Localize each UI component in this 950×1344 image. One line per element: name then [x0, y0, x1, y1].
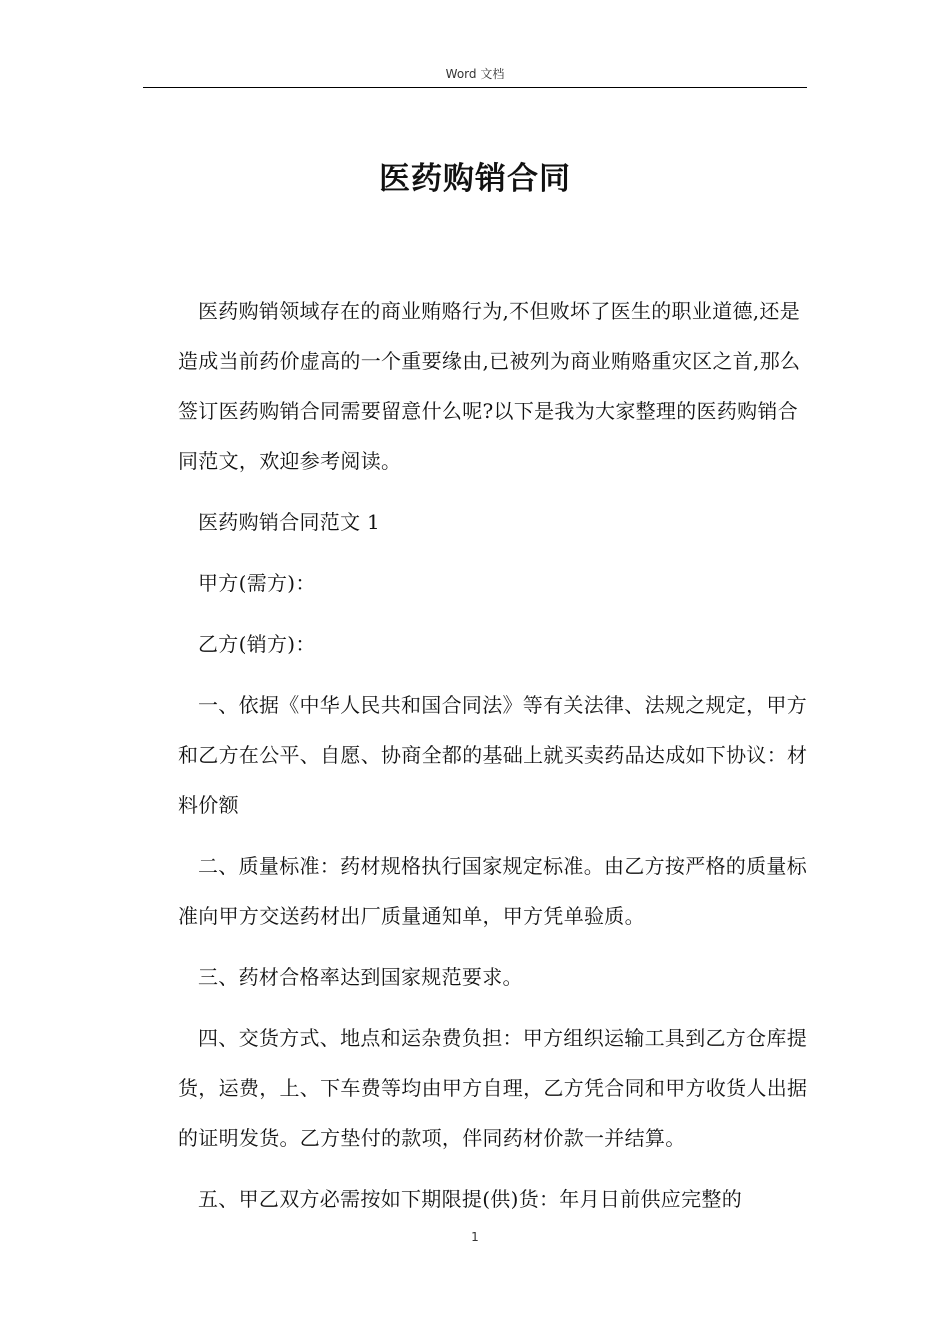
paragraph-clause-5: 五、甲乙双方必需按如下期限提(供)货：年月日前供应完整的: [198, 1187, 743, 1211]
paragraph-sample-heading: 医药购销合同范文 1: [198, 510, 381, 534]
page-number: 1: [471, 1230, 479, 1244]
page-header: Word 文档: [445, 67, 505, 81]
paragraph-party-b: 乙方(销方)：: [198, 632, 316, 656]
paragraph-clause-4: 四、交货方式、地点和运杂费负担：甲方组织运输工具到乙方仓库提货，运费，上、下车费等均由甲方自理，乙方凭合同和甲方收货人出据的证明发货。乙方垫付的款项，伴同药材价款一并结算。: [178, 1026, 808, 1150]
document-body: [178, 286, 808, 1235]
document-title: 医药购销合同: [379, 161, 571, 197]
paragraph-clause-1: 一、依据《中华人民共和国合同法》等有关法律、法规之规定，甲方和乙方在公平、自愿、协商全都的基础上就买卖药品达成如下协议：材料价额: [178, 693, 808, 817]
header-divider: [143, 87, 807, 88]
paragraph-clause-2: 二、质量标准：药材规格执行国家规定标准。由乙方按严格的质量标准向甲方交送药材出厂质量通知单，甲方凭单验质。: [178, 854, 807, 928]
paragraph-intro: 医药购销领域存在的商业贿赂行为,不但败坏了医生的职业道德,还是造成当前药价虚高的一个重要缘由,已被列为商业贿赂重灾区之首,那么签订医药购销合同需要留意什么呢?以下是我为大家整理的医药购销合同范文，欢迎参考阅读。: [178, 299, 801, 473]
paragraph-clause-3: 三、药材合格率达到国家规范要求。: [198, 965, 523, 989]
paragraph-party-a: 甲方(需方)：: [198, 571, 316, 595]
